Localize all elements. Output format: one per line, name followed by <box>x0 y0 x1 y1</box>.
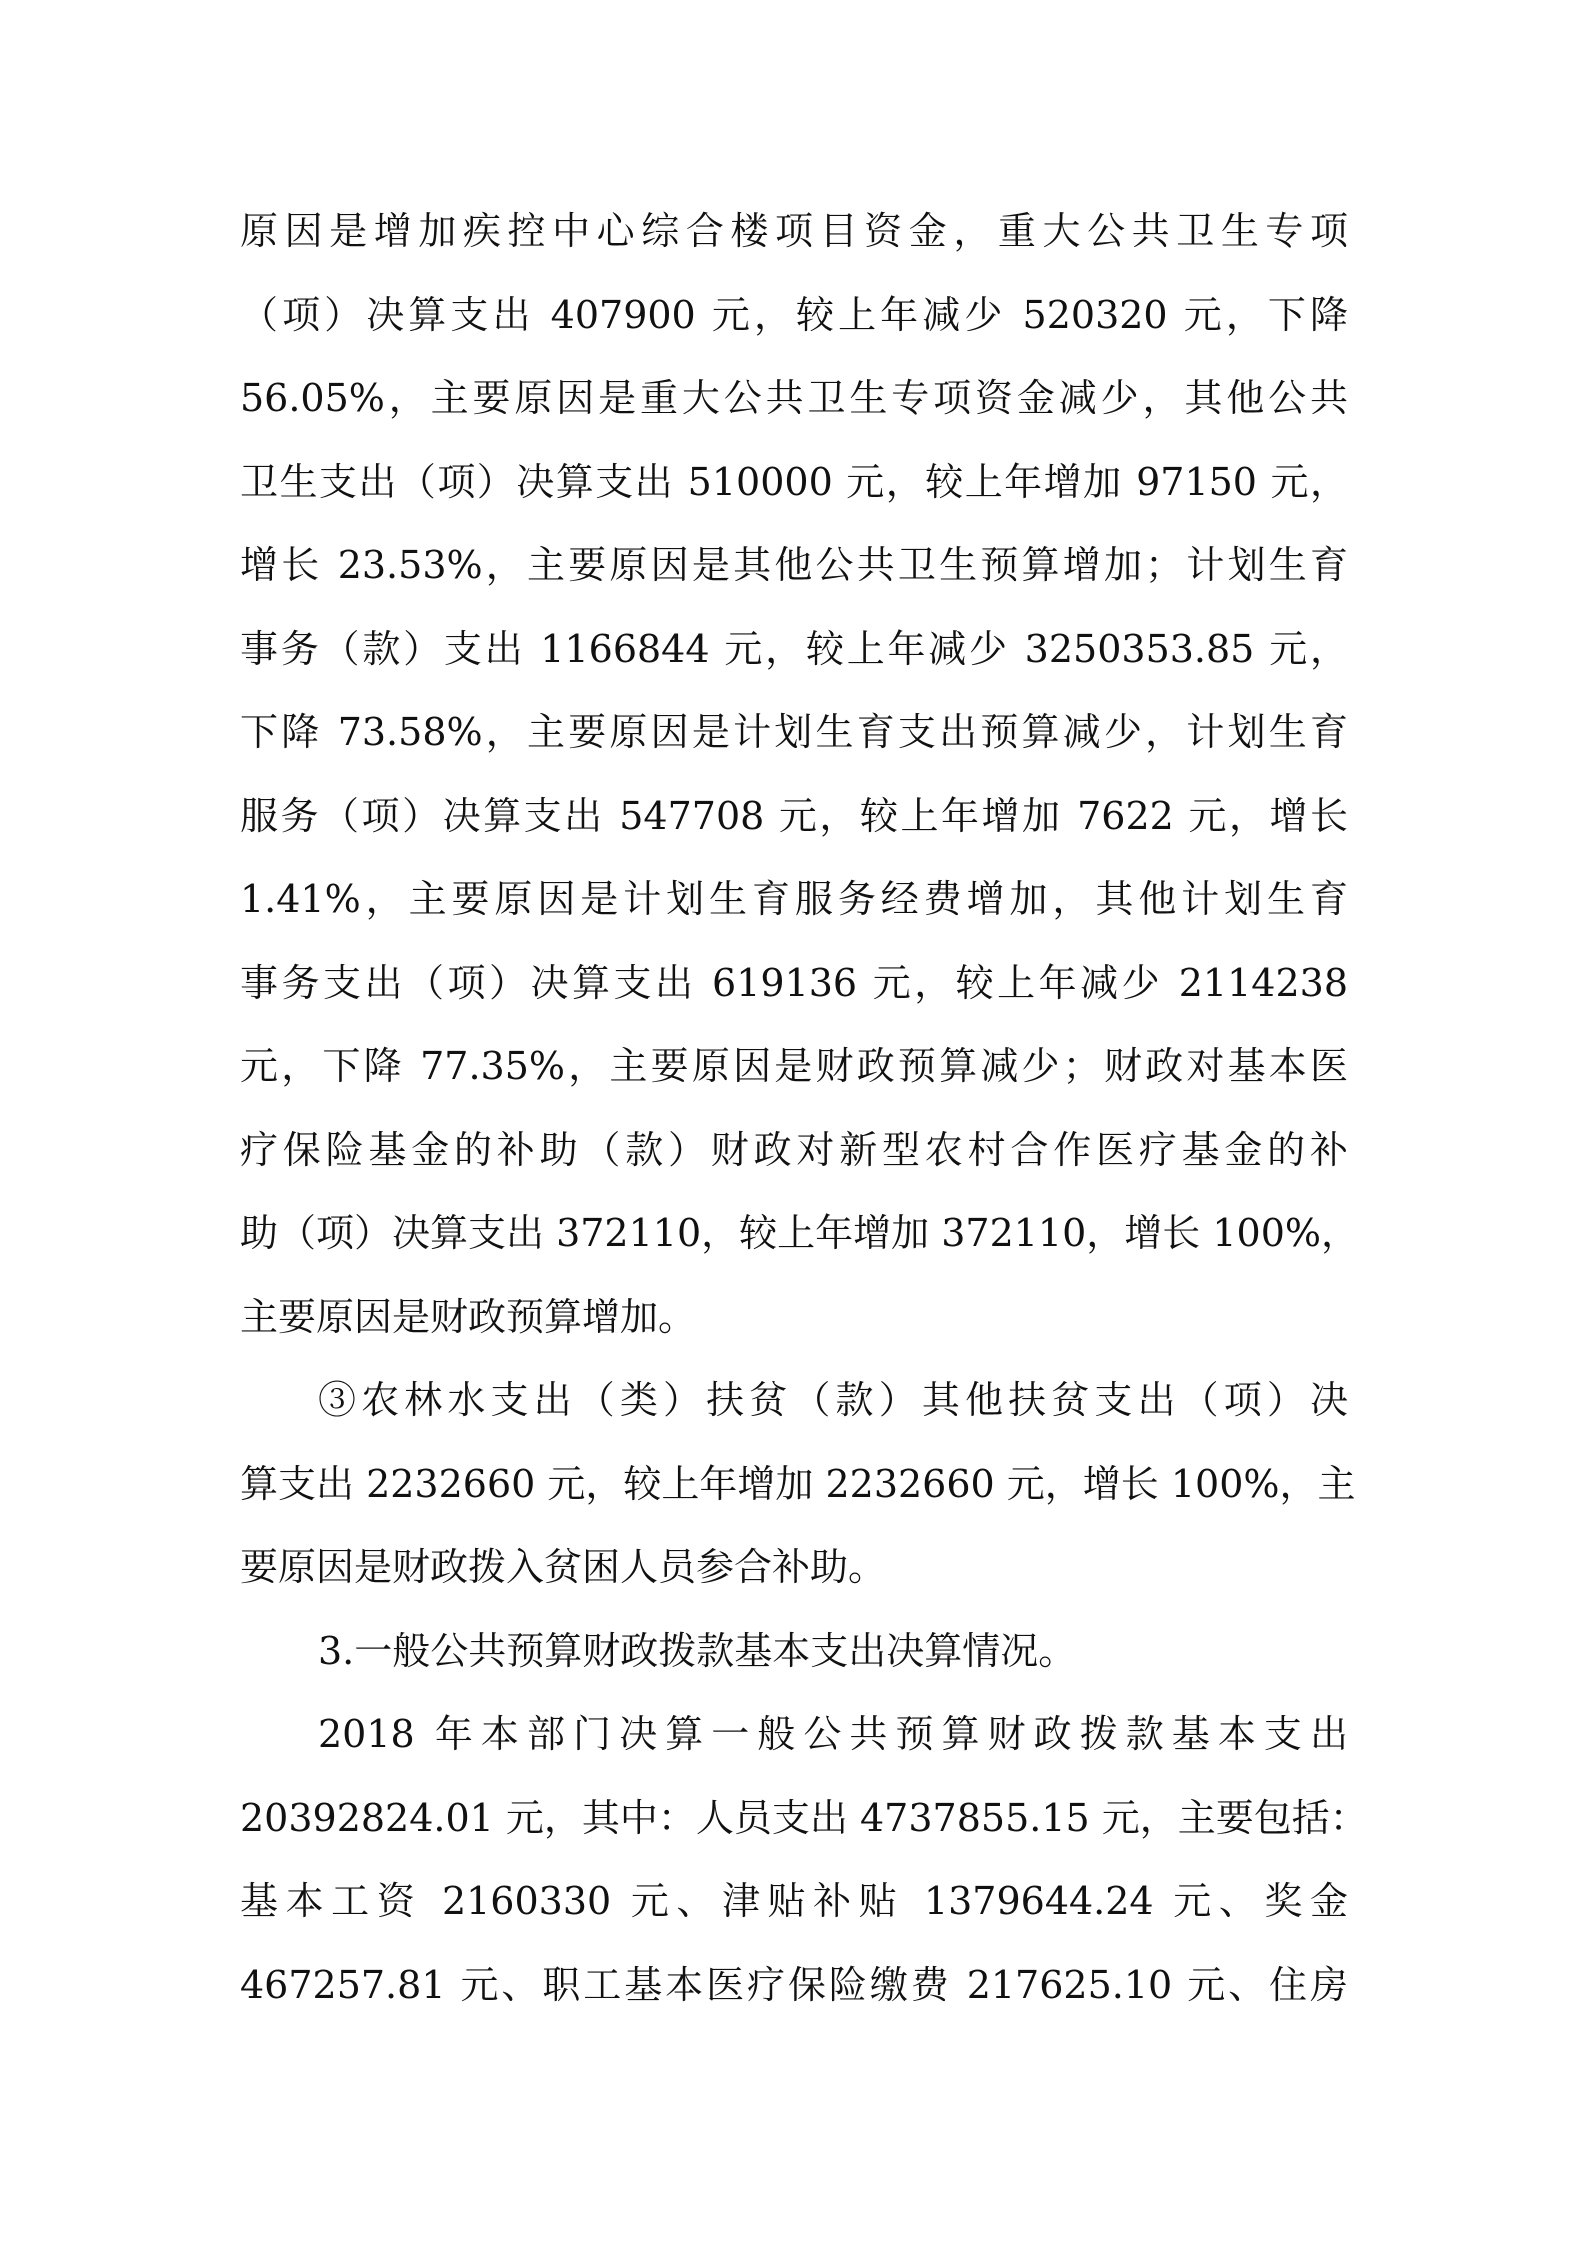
text-line: 20392824.01 元，其中：人员支出 4737855.15 元，主要包括： <box>240 1795 1368 1840</box>
text-line: （项）决算支出 407900 元，较上年减少 520320 元，下降 <box>240 292 1348 337</box>
text-line: 原因是增加疾控中心综合楼项目资金，重大公共卫生专项 <box>240 209 1348 253</box>
text-line: 算支出 2232660 元，较上年增加 2232660 元，增长 100%，主 <box>240 1461 1356 1506</box>
text-line: 基本工资 2160330 元、津贴补贴 1379644.24 元、奖金 <box>240 1879 1348 1923</box>
text-line: 元，下降 77.35%，主要原因是财政预算减少；财政对基本医 <box>240 1044 1348 1088</box>
section-heading: 3.一般公共预算财政拨款基本支出决算情况。 <box>318 1628 1077 1673</box>
text-line: 事务（款）支出 1166844 元，较上年减少 3250353.85 元， <box>240 626 1348 671</box>
text-line: 卫生支出（项）决算支出 510000 元，较上年增加 97150 元， <box>240 459 1348 504</box>
text-line: 1.41%，主要原因是计划生育服务经费增加，其他计划生育 <box>240 877 1348 921</box>
text-line: 增长 23.53%，主要原因是其他公共卫生预算增加；计划生育 <box>240 543 1348 587</box>
text-line: 467257.81 元、职工基本医疗保险缴费 217625.10 元、住房 <box>240 1962 1348 2007</box>
text-line: 事务支出（项）决算支出 619136 元，较上年减少 2114238 <box>240 960 1348 1005</box>
text-line: 服务（项）决算支出 547708 元，较上年增加 7622 元，增长 <box>240 793 1348 838</box>
text-line: 56.05%，主要原因是重大公共卫生专项资金减少，其他公共 <box>240 376 1348 420</box>
text-line: 疗保险基金的补助（款）财政对新型农村合作医疗基金的补 <box>240 1127 1348 1172</box>
paragraph-start-line: 2018 年本部门决算一般公共预算财政拨款基本支出 <box>318 1712 1348 1756</box>
text-line: 要原因是财政拨入贫困人员参合补助。 <box>240 1545 887 1589</box>
text-line: 主要原因是财政预算增加。 <box>240 1294 697 1339</box>
body-text <box>240 190 1368 2027</box>
text-line: 下降 73.58%，主要原因是计划生育支出预算减少，计划生育 <box>240 710 1348 754</box>
paragraph-start-line: ③农林水支出（类）扶贫（款）其他扶贫支出（项）决 <box>318 1378 1348 1422</box>
text-line: 助（项）决算支出 372110，较上年增加 372110，增长 100%， <box>240 1211 1359 1255</box>
